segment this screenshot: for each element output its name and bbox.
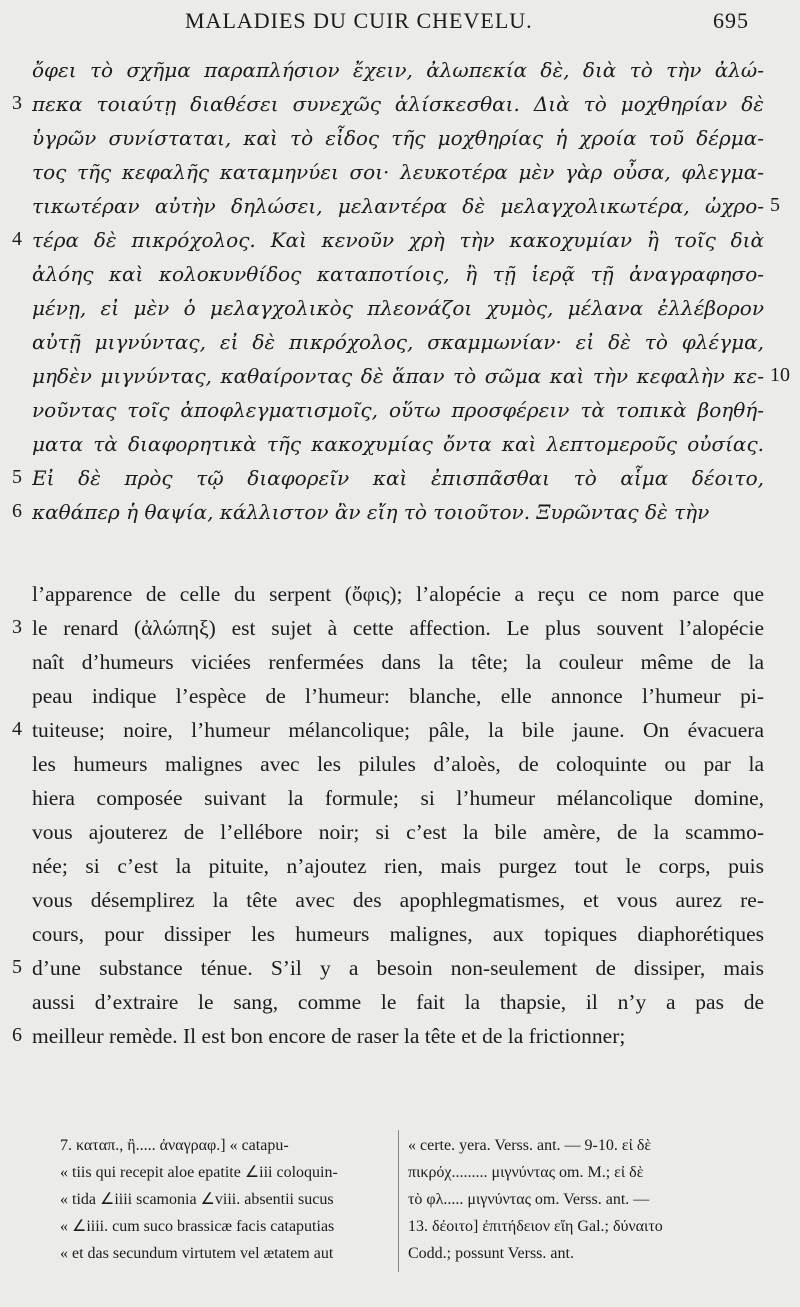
footnote-line: Codd.; possunt Verss. ant. [408,1245,574,1262]
footnote-line: « certe. yera. Verss. ant. — 9-10. εἰ δὲ [408,1137,652,1154]
column-divider [398,1130,399,1272]
french-line: naît d’humeurs viciées renfermées dans la tête; la couleur même de la [32,650,764,674]
greek-line: τικωτέραν αὐτὴν δηλώσει, μελαντέρα δὲ μελαγχολικωτέρα, ὠχρο- [32,194,764,218]
right-line-number: 10 [770,364,790,386]
footnote-line: τὸ φλ..... μιγνύντας om. Verss. ant. — [408,1191,650,1208]
french-line: les humeurs malignes avec les pilules d’aloès, de coloquinte ou par la [32,752,764,776]
line-number: 3 [12,616,22,638]
greek-line: πεκα τοιαύτῃ διαθέσει συνεχῶς ἁλίσκεσθαι. Διὰ τὸ μοχθηρίαν δὲ [32,92,764,116]
french-line: peau indique l’espèce de l’humeur: blanche, elle annonce l’humeur pi- [32,684,764,708]
footnote-line: πικρόχ......... μιγνύντας om. M.; εἰ δὲ [408,1164,644,1181]
footnote-line: 7. καταπ., ἢ..... ἀναγραφ.] « catapu- [60,1137,289,1154]
greek-line: μένῃ, εἰ μὲν ὁ μελαγχολικὸς πλεονάζοι χυμὸς, μέλανα ἐλλέβορον [32,296,764,320]
page-number: 695 [713,8,749,33]
line-number: 4 [12,718,22,740]
french-line: vous ajouterez de l’ellébore noir; si c’est la bile amère, de la scammo- [32,820,764,844]
line-number: 6 [12,500,22,522]
footnote-line: « tiis qui recepit aloe epatite ∠iii coloquin- [60,1164,338,1181]
french-line: cours, pour dissiper les humeurs malignes, aux topiques diaphorétiques [32,922,764,946]
french-line: née; si c’est la pituite, n’ajoutez rien, mais purgez tout le corps, puis [32,854,764,878]
right-line-number: 5 [770,194,780,216]
french-line: l’apparence de celle du serpent (ὄφις); l’alopécie a reçu ce nom parce que [32,582,764,606]
french-line: meilleur remède. Il est bon encore de raser la tête et de la frictionner; [32,1024,626,1048]
footnote-line: « et das secundum virtutem vel ætatem aut [60,1245,334,1262]
french-line: aussi d’extraire le sang, comme le fait la thapsie, il n’y a pas de [32,990,764,1014]
greek-line: ὄφει τὸ σχῆμα παραπλήσιον ἔχειν, ἀλωπεκία δὲ, διὰ τὸ τὴν ἀλώ- [32,58,764,82]
greek-line: τος τῆς κεφαλῆς καταμηνύει σοι· λευκοτέρα μὲν γὰρ οὖσα, φλεγμα- [32,160,764,184]
footnote-line: « ∠iiii. cum suco brassicæ facis cataputias [60,1218,335,1235]
line-number: 3 [12,92,22,114]
greek-line: Εἰ δὲ πρὸς τῷ διαφορεῖν καὶ ἐπισπᾶσθαι τὸ αἷμα δέοιτο, [32,466,764,490]
greek-line: ἀλόης καὶ κολοκυνθίδος καταποτίοις, ἢ τῇ ἱερᾷ τῇ ἀναγραφησο- [32,262,764,286]
greek-line: ὑγρῶν συνίσταται, καὶ τὸ εἶδος τῆς μοχθηρίας ἡ χροία τοῦ δέρμα- [32,126,764,150]
header-title: MALADIES DU CUIR CHEVELU. [185,8,533,33]
greek-line: νοῦντας τοῖς ἀποφλεγματισμοῖς, οὕτω προσφέρειν τὰ τοπικὰ βοηθή- [32,398,764,422]
line-number: 4 [12,228,22,250]
footnote-line: 13. δέοιτο] ἐπιτήδειον εἴη Gal.; δύναιτο [408,1218,663,1235]
line-number: 6 [12,1024,22,1046]
running-header [0,8,800,38]
french-line: hiera composée suivant la formule; si l’humeur mélancolique domine, [32,786,764,810]
greek-line: αὐτῇ μιγνύντας, εἰ δὲ πικρόχολος, σκαμμωνίαν· εἰ δὲ τὸ φλέγμα, [32,330,764,354]
french-line: tuiteuse; noire, l’humeur mélancolique; pâle, la bile jaune. On évacuera [32,718,764,742]
greek-line: τέρα δὲ πικρόχολος. Καὶ κενοῦν χρὴ τὴν κακοχυμίαν ἢ τοῖς διὰ [32,228,764,252]
french-line: vous désemplirez la tête avec des apophlegmatismes, et vous aurez re- [32,888,764,912]
greek-line: μηδὲν μιγνύντας, καθαίροντας δὲ ἅπαν τὸ σῶμα καὶ τὴν κεφαλὴν κε- [32,364,764,388]
greek-line: καθάπερ ἡ θαψία, κάλλιστον ἂν εἴη τὸ τοιοῦτον. Ξυρῶντας δὲ τὴν [32,500,710,524]
french-line: le renard (ἀλώπηξ) est sujet à cette affection. Le plus souvent l’alopécie [32,616,764,640]
line-number: 5 [12,466,22,488]
footnote-line: « tida ∠iiii scamonia ∠viii. absentii sucus [60,1191,334,1208]
line-number: 5 [12,956,22,978]
french-line: d’une substance ténue. S’il y a besoin non-seulement de dissiper, mais [32,956,764,980]
greek-line: ματα τὰ διαφορητικὰ τῆς κακοχυμίας ὄντα καὶ λεπτομεροῦς οὐσίας. [32,432,764,456]
